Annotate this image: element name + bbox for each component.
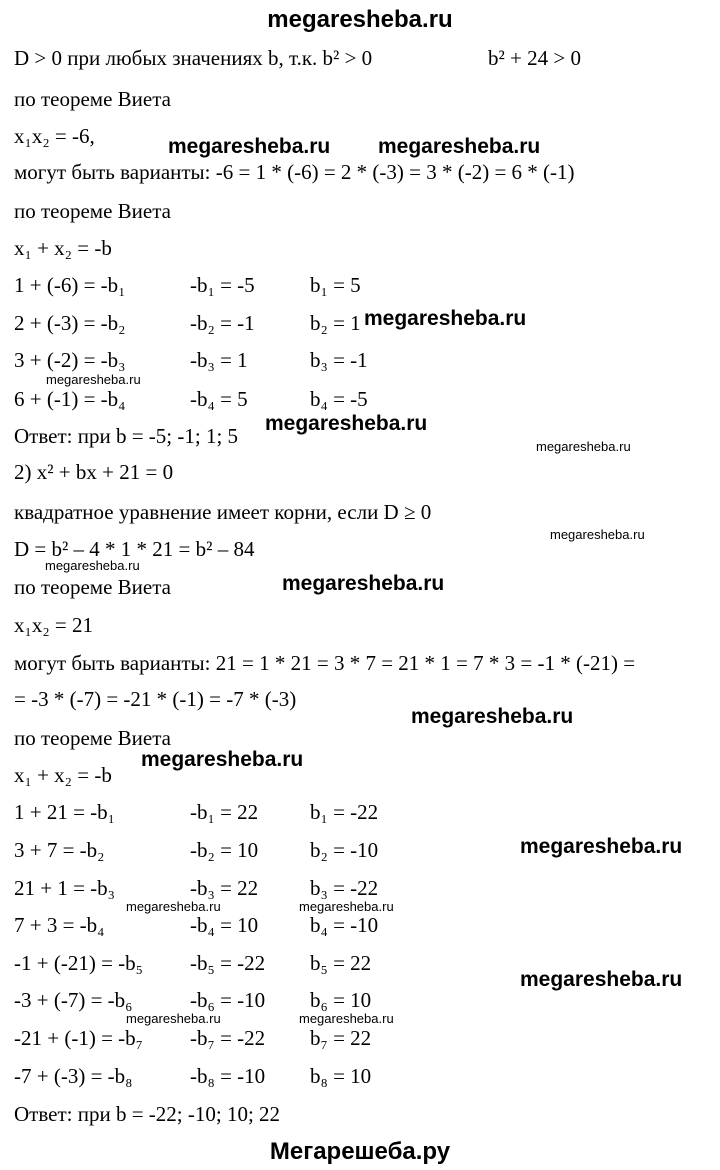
sum-line: x₁ + x₂ = -b xyxy=(14,763,112,787)
solution-row-neg: -b₂ = 10 xyxy=(190,838,259,862)
watermark: megaresheba.ru xyxy=(550,527,645,542)
watermark: megaresheba.ru xyxy=(168,135,331,158)
solution-row-eq: 7 + 3 = -b₄ xyxy=(14,913,105,937)
solution-row-neg: -b₆ = -10 xyxy=(190,988,266,1012)
site-header: megaresheba.ru xyxy=(267,6,453,33)
solution-row-val: b₁ = 5 xyxy=(310,273,361,297)
condition-line: квадратное уравнение имеет корни, если D ≥ 0 xyxy=(14,500,432,524)
solution-row-eq: -3 + (-7) = -b₆ xyxy=(14,988,133,1012)
solution-row-val: b₇ = 22 xyxy=(310,1026,372,1050)
solution-row-eq: 1 + 21 = -b₁ xyxy=(14,800,116,824)
watermark: megaresheba.ru xyxy=(265,412,428,435)
solution-row-val: b₅ = 22 xyxy=(310,951,372,975)
watermark: megaresheba.ru xyxy=(411,705,574,728)
watermark: megaresheba.ru xyxy=(45,558,140,573)
vieta-heading: по теореме Виета xyxy=(14,726,171,750)
watermark: megaresheba.ru xyxy=(520,968,683,991)
solution-row-neg: -b₂ = -1 xyxy=(190,311,255,335)
solution-row-neg: -b₄ = 5 xyxy=(190,387,248,411)
solution-row-neg: -b₅ = -22 xyxy=(190,951,266,975)
solution-row-val: b₄ = -10 xyxy=(310,913,379,937)
vieta-heading: по теореме Виета xyxy=(14,199,171,223)
solution-row-val: b₁ = -22 xyxy=(310,800,379,824)
variants-line-continued: = -3 * (-7) = -21 * (-1) = -7 * (-3) xyxy=(14,687,297,711)
solution-row-eq: 6 + (-1) = -b₄ xyxy=(14,387,126,411)
watermark: megaresheba.ru xyxy=(520,835,683,858)
solution-row-eq: -21 + (-1) = -b₇ xyxy=(14,1026,143,1050)
solution-row-neg: -b₁ = -5 xyxy=(190,273,255,297)
discriminant-aside: b² + 24 > 0 xyxy=(488,46,581,70)
watermark: megaresheba.ru xyxy=(536,439,631,454)
solution-row-eq: 3 + 7 = -b₂ xyxy=(14,838,105,862)
watermark: megaresheba.ru xyxy=(299,899,394,914)
solution-row-eq: -7 + (-3) = -b₈ xyxy=(14,1064,133,1088)
solution-row-val: b₂ = 1 xyxy=(310,311,361,335)
watermark: megaresheba.ru xyxy=(364,307,527,330)
solution-row-neg: -b₄ = 10 xyxy=(190,913,259,937)
watermark: megaresheba.ru xyxy=(378,135,541,158)
vieta-heading: по теореме Виета xyxy=(14,87,171,111)
solution-row-val: b₃ = -1 xyxy=(310,348,368,372)
solution-row-val: b₃ = -22 xyxy=(310,876,379,900)
watermark: megaresheba.ru xyxy=(299,1011,394,1026)
solution-row-eq: 21 + 1 = -b₃ xyxy=(14,876,116,900)
solution-row-eq: 2 + (-3) = -b₂ xyxy=(14,311,126,335)
solution-row-eq: 1 + (-6) = -b₁ xyxy=(14,273,126,297)
solution-row-neg: -b₁ = 22 xyxy=(190,800,259,824)
watermark: megaresheba.ru xyxy=(282,572,445,595)
solution-row-neg: -b₇ = -22 xyxy=(190,1026,266,1050)
vieta-heading: по теореме Виета xyxy=(14,575,171,599)
solution-row-neg: -b₃ = 1 xyxy=(190,348,248,372)
solution-row-val: b₂ = -10 xyxy=(310,838,379,862)
solution-row-val: b₄ = -5 xyxy=(310,387,368,411)
discriminant-line: D = b² – 4 * 1 * 21 = b² – 84 xyxy=(14,537,255,561)
sum-line: x₁ + x₂ = -b xyxy=(14,236,112,260)
solution-row-neg: -b₃ = 22 xyxy=(190,876,259,900)
product-line: x₁x₂ = 21 xyxy=(14,613,93,637)
answer-line: Ответ: при b = -22; -10; 10; 22 xyxy=(14,1102,281,1126)
solution-row-eq: -1 + (-21) = -b₅ xyxy=(14,951,143,975)
solution-row-neg: -b₈ = -10 xyxy=(190,1064,266,1088)
product-line: x₁x₂ = -6, xyxy=(14,124,95,148)
watermark: megaresheba.ru xyxy=(141,748,304,771)
variants-line: могут быть варианты: -6 = 1 * (-6) = 2 * (-3) = 3 * (-2) = 6 * (-1) xyxy=(14,160,575,184)
solution-row-val: b₈ = 10 xyxy=(310,1064,372,1088)
discriminant-line: D > 0 при любых значениях b, т.к. b² > 0 xyxy=(14,46,373,70)
solution-row-eq: 3 + (-2) = -b₃ xyxy=(14,348,126,372)
watermark: megaresheba.ru xyxy=(126,1011,221,1026)
watermark: megaresheba.ru xyxy=(126,899,221,914)
solution-row-val: b₆ = 10 xyxy=(310,988,372,1012)
variants-line: могут быть варианты: 21 = 1 * 21 = 3 * 7 = 21 * 1 = 7 * 3 = -1 * (-21) = xyxy=(14,651,636,675)
equation-line: 2) x² + bx + 21 = 0 xyxy=(14,460,174,484)
answer-line: Ответ: при b = -5; -1; 1; 5 xyxy=(14,424,239,448)
watermark: megaresheba.ru xyxy=(46,372,141,387)
site-footer: Мегарешеба.ру xyxy=(269,1138,451,1165)
